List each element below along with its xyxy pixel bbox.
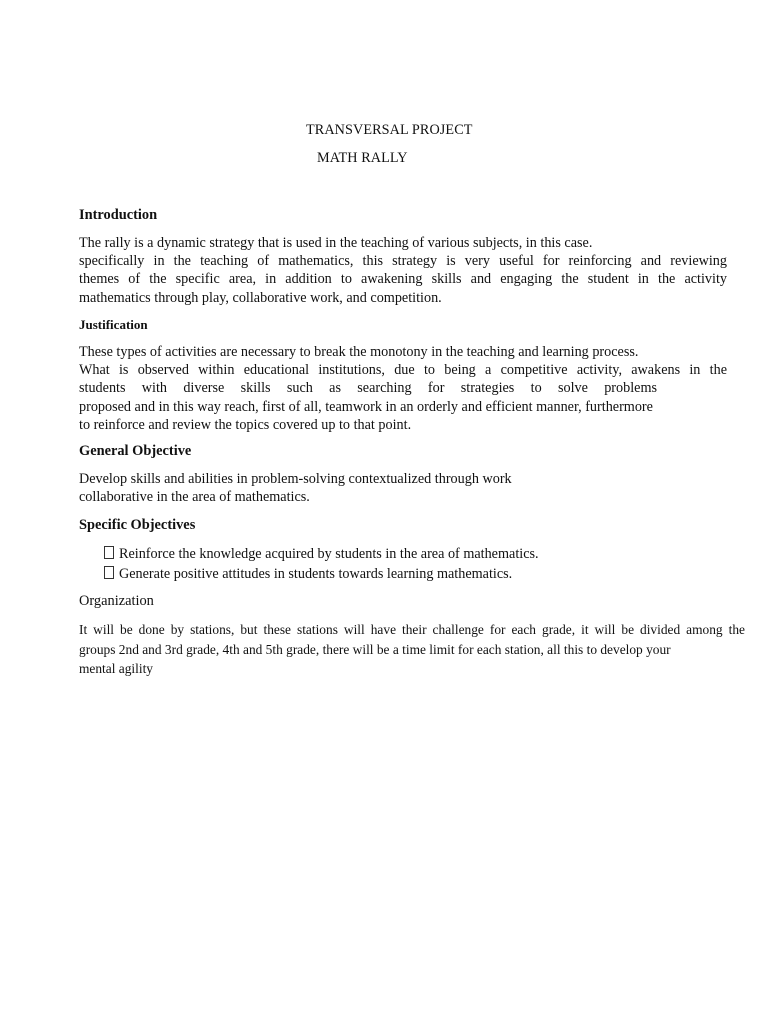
introduction-line: specifically in the teaching of mathematics, this strategy is very useful for reinforcing and reviewing bbox=[79, 253, 727, 270]
justification-line: to reinforce and review the topics covered up to that point. bbox=[79, 416, 412, 433]
general-objective-paragraph bbox=[79, 470, 727, 506]
project-title: TRANSVERSAL PROJECT bbox=[306, 122, 473, 138]
general-objective-heading: General Objective bbox=[79, 443, 192, 459]
general-objective-line: Develop skills and abilities in problem-solving contextualized through work bbox=[79, 471, 512, 487]
justification-line: students with diverse skills such as searching for strategies to solve problems bbox=[79, 380, 657, 397]
introduction-line: mathematics through play, collaborative work, and competition. bbox=[79, 289, 442, 306]
list-item-text: Reinforce the knowledge acquired by students in the area of mathematics. bbox=[119, 546, 539, 562]
specific-objectives-heading: Specific Objectives bbox=[79, 517, 196, 533]
introduction-paragraph bbox=[79, 234, 727, 307]
organization-paragraph bbox=[79, 620, 745, 679]
organization-line: groups 2nd and 3rd grade, 4th and 5th grade, there will be a time limit for each station, all this to develop your bbox=[79, 641, 671, 657]
justification-line: proposed and in this way reach, first of all, teamwork in an orderly and efficient manner, furthermore bbox=[79, 398, 653, 415]
general-objective-line: collaborative in the area of mathematics. bbox=[79, 489, 310, 506]
specific-objectives-list bbox=[104, 545, 539, 584]
introduction-line: The rally is a dynamic strategy that is used in the teaching of various subjects, in this case. bbox=[79, 235, 593, 251]
list-item-text: Generate positive attitudes in students towards learning mathematics. bbox=[119, 565, 513, 582]
checkbox-bullet-icon bbox=[104, 546, 114, 559]
list-item bbox=[104, 565, 539, 585]
justification-line: These types of activities are necessary to break the monotony in the teaching and learning process. bbox=[79, 344, 639, 360]
introduction-heading: Introduction bbox=[79, 207, 158, 223]
checkbox-bullet-icon bbox=[104, 566, 114, 579]
organization-line: It will be done by stations, but these stations will have their challenge for each grade, it will be divided among the bbox=[79, 622, 745, 637]
justification-heading: Justification bbox=[79, 317, 148, 332]
introduction-line: themes of the specific area, in addition to awakening skills and engaging the student in the activity bbox=[79, 271, 727, 288]
project-subtitle: MATH RALLY bbox=[317, 150, 408, 166]
justification-paragraph bbox=[79, 343, 727, 434]
organization-line: mental agility bbox=[79, 661, 154, 676]
organization-heading: Organization bbox=[79, 593, 154, 609]
justification-line: What is observed within educational institutions, due to being a competitive activity, awakens in the bbox=[79, 362, 727, 379]
list-item bbox=[104, 545, 539, 565]
